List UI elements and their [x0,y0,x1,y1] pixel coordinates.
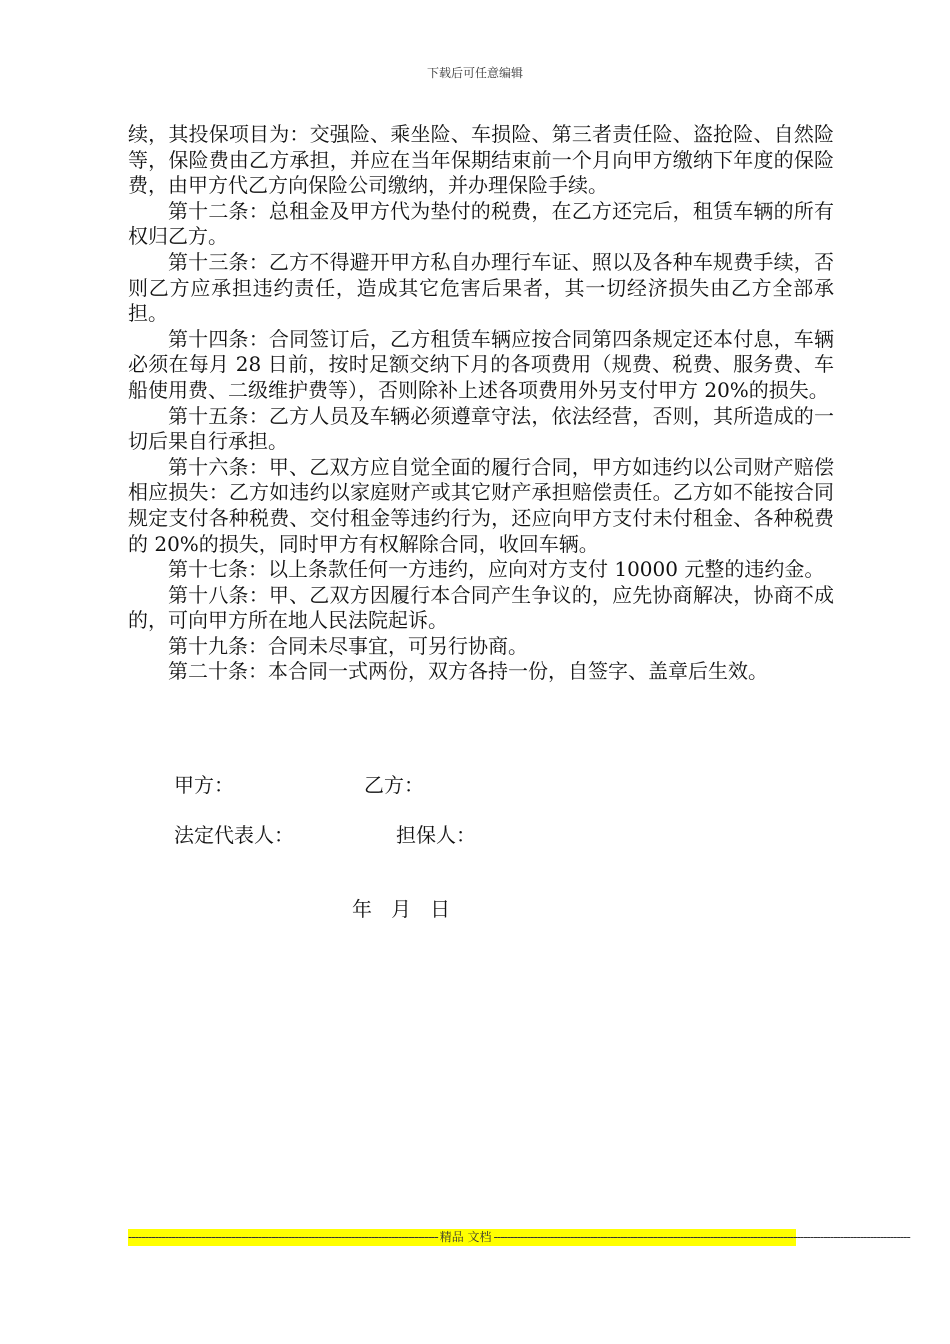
footer-left-dashes: --------------------------------------------------------------------------------------------- [128,1230,438,1244]
paragraph-article-12: 第十二条：总租金及甲方代为垫付的税费，在乙方还完后，租赁车辆的所有权归乙方。 [128,198,834,249]
party-b-label: 乙方： [364,773,424,797]
paragraph-article-16: 第十六条：甲、乙双方应自觉全面的履行合同，甲方如违约以公司财产赔偿相应损失：乙方如违约以家庭财产或其它财产承担赔偿责任。乙方如不能按合同规定支付各种税费、交付租金等违约行为，还应向甲方支付未付租金、各种税费的 20%的损失，同时甲方有权解除合同，收回车辆。 [128,454,834,556]
paragraph-article-15: 第十五条：乙方人员及车辆必须遵章守法，依法经营，否则，其所造成的一切后果自行承担。 [128,403,834,454]
party-a-label: 甲方： [174,773,234,797]
contract-body [128,122,834,685]
paragraph-article-20: 第二十条：本合同一式两份，双方各持一份，自签字、盖章后生效。 [168,659,768,684]
legal-representative-label: 法定代表人： [174,823,294,847]
paragraph-article-18: 第十八条：甲、乙双方因履行本合同产生争议的，应先协商解决，协商不成的，可向甲方所在地人民法院起诉。 [128,582,834,633]
guarantor-label: 担保人： [396,823,476,847]
page-header: 下载后可任意编辑 [426,66,523,80]
paragraph-article-17: 第十七条：以上条款任何一方违约，应向对方支付 10000 元整的违约金。 [168,557,825,582]
footer-label: 精品 文档 [439,1230,492,1244]
footer-banner [128,1229,910,1246]
paragraph-article-11-cont: 续，其投保项目为：交强险、乘坐险、车损险、第三者责任险、盗抢险、自然险等，保险费由乙方承担，并应在当年保期结束前一个月向甲方缴纳下年度的保险费，由甲方代乙方向保险公司缴纳，并办理保险手续。 [128,122,834,198]
date-line: 年 月 日 [352,897,451,921]
paragraph-article-19: 第十九条：合同未尽事宜，可另行协商。 [168,633,528,658]
footer-right-dashes: ----------------------------------------------------------------------------------------------------------------------------- [493,1230,910,1244]
paragraph-article-14: 第十四条：合同签订后，乙方租赁车辆应按合同第四条规定还本付息，车辆必须在每月 28 日前，按时足额交纳下月的各项费用（规费、税费、服务费、车船使用费、二级维护费等），否则除补上述各项费用外另支付甲方 20%的损失。 [128,326,834,402]
paragraph-article-13: 第十三条：乙方不得避开甲方私自办理行车证、照以及各种车规费手续，否则乙方应承担违约责任，造成其它危害后果者，其一切经济损失由乙方全部承担。 [128,249,834,326]
